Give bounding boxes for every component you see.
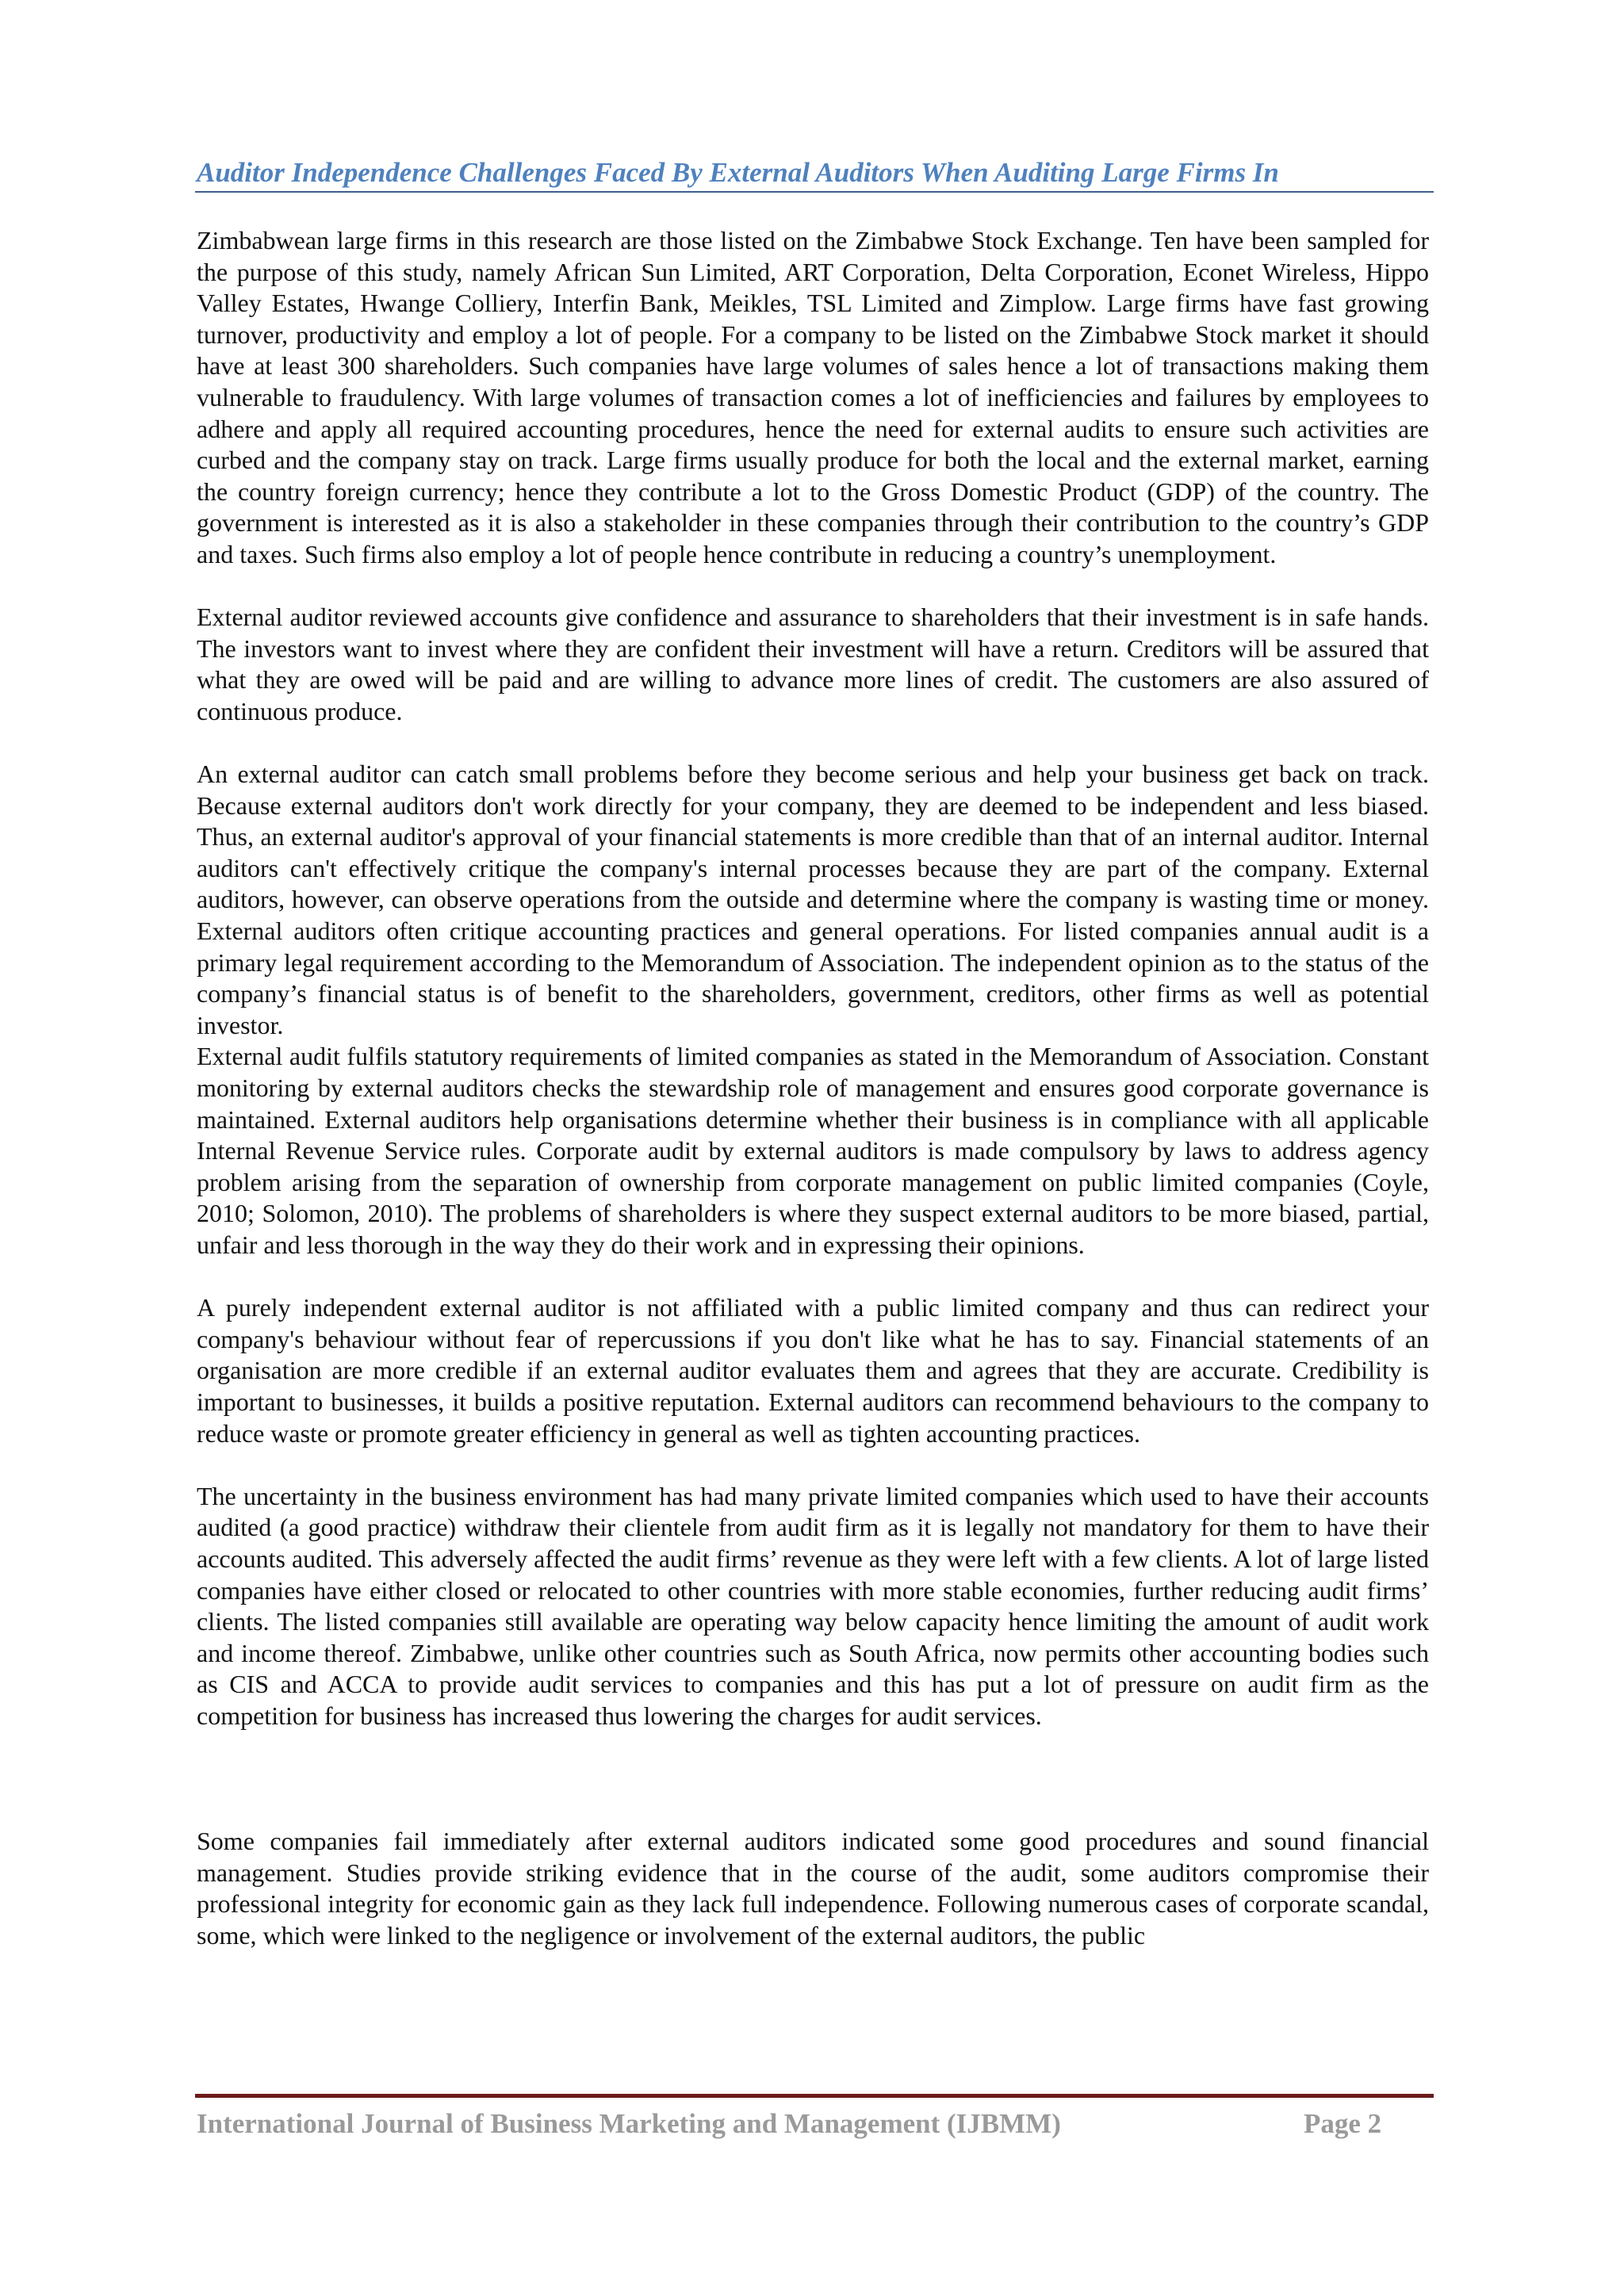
article-body bbox=[197, 225, 1429, 1952]
running-header-title: Auditor Independence Challenges Faced By External Auditors When Auditing Large Firms In bbox=[197, 157, 1279, 188]
body-paragraph: External auditor reviewed accounts give confidence and assurance to shareholders that their investment is in safe hands. The investors want to invest where they are confident their investment will have a return. Creditors will be assured that what they are owed will be paid and are willing to advance more lines of credit. The customers are also assured of continuous produce. bbox=[197, 603, 1429, 725]
footer-divider bbox=[195, 2094, 1434, 2098]
body-paragraph: An external auditor can catch small problems before they become serious and help your business get back on track. Because external auditors don't work directly for your company, they are deemed to be independent and less biased. Thus, an external auditor's approval of your financial statements is more credible than that of an internal auditor. Internal auditors can't effectively critique the company's internal processes because they are part of the company. External auditors, however, can observe operations from the outside and determine where the company is wasting time or money. External auditors often critique accounting practices and general operations. For listed companies annual audit is a primary legal requirement according to the Memorandum of Association. The independent opinion as to the status of the company’s financial status is of benefit to the shareholders, government, creditors, other firms as well as potential investor. bbox=[197, 760, 1429, 1039]
body-paragraph: A purely independent external auditor is not affiliated with a public limited company and thus can redirect your company's behaviour without fear of repercussions if you don't like what he has to say. Financial statements of an organisation are more credible if an external auditor evaluates them and agrees that they are accurate. Credibility is important to businesses, it builds a positive reputation. External auditors can recommend behaviours to the company to reduce waste or promote greater efficiency in general as well as tighten accounting practices. bbox=[197, 1293, 1429, 1448]
body-paragraph: Zimbabwean large firms in this research are those listed on the Zimbabwe Stock Exchange. Ten have been sampled for the purpose of this study, namely African Sun Limited, ART Corporation, Delta Corporation, Econet Wireless, Hippo Valley Estates, Hwange Colliery, Interfin Bank, Meikles, TSL Limited and Zimplow. Large firms have fast growing turnover, productivity and employ a lot of people. For a company to be listed on the Zimbabwe Stock market it should have at least 300 shareholders. Such companies have large volumes of sales hence a lot of transactions making them vulnerable to fraudulency. With large volumes of transaction comes a lot of inefficiencies and failures by employees to adhere and apply all required accounting procedures, hence the need for external audits to ensure such activities are curbed and the company stay on track. Large firms usually produce for both the local and the external market, earning the country foreign currency; hence they contribute a lot to the Gross Domestic Product (GDP) of the country. The government is interested as it is also a stakeholder in these companies through their contribution to the country’s GDP and taxes. Such firms also employ a lot of people hence contribute in reducing a country’s unemployment. bbox=[197, 226, 1429, 568]
footer-page-number: Page 2 bbox=[1304, 2108, 1382, 2139]
body-paragraph: Some companies fail immediately after external auditors indicated some good procedures and sound financial management. Studies provide striking evidence that in the course of the audit, some auditors compromise their professional integrity for economic gain as they lack full independence. Following numerous cases of corporate scandal, some, which were linked to the negligence or involvement of the external auditors, the public bbox=[197, 1827, 1429, 1950]
footer-journal-name: International Journal of Business Marketing and Management (IJBMM) bbox=[197, 2108, 1061, 2139]
body-paragraph: The uncertainty in the business environment has had many private limited companies which used to have their accounts audited (a good practice) withdraw their clientele from audit firm as it is legally not mandatory for them to have their accounts audited. This adversely affected the audit firms’ revenue as they were left with a few clients. A lot of large listed companies have either closed or relocated to other countries with more stable economies, further reducing audit firms’ clients. The listed companies still available are operating way below capacity hence limiting the amount of audit work and income thereof. Zimbabwe, unlike other countries such as South Africa, now permits other accounting bodies such as CIS and ACCA to provide audit services to companies and this has put a lot of pressure on audit firm as the competition for business has increased thus lowering the charges for audit services. bbox=[197, 1481, 1429, 1730]
header-divider bbox=[195, 191, 1434, 193]
body-paragraph: External audit fulfils statutory requirements of limited companies as stated in the Memorandum of Association. Constant monitoring by external auditors checks the stewardship role of management and ensures good corporate governance is maintained. External auditors help organisations determine whether their business is in compliance with all applicable Internal Revenue Service rules. Corporate audit by external auditors is made compulsory by laws to address agency problem arising from the separation of ownership from corporate management on public limited companies (Coyle, 2010; Solomon, 2010). The problems of shareholders is where they suspect external auditors to be more biased, partial, unfair and less thorough in the way they do their work and in expressing their opinions. bbox=[197, 1042, 1429, 1259]
